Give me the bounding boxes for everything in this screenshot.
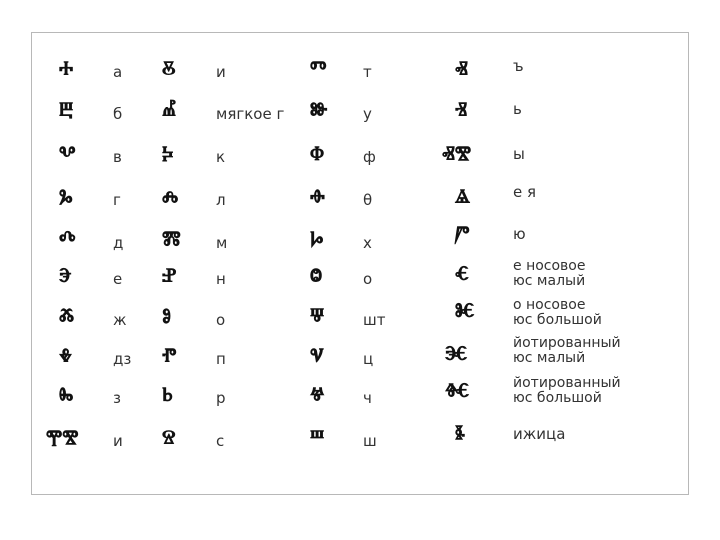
cyrillic-value: х [363, 234, 372, 252]
glagolitic-glyph: ⰴ [59, 226, 76, 256]
cyrillic-value: в [113, 148, 122, 166]
glagolitic-glyph: ⰼ [162, 97, 177, 127]
cyrillic-value: ц [363, 350, 374, 368]
cyrillic-value: ш [363, 432, 377, 450]
cyrillic-value: ъ [513, 57, 524, 75]
cyrillic-value: б [113, 105, 123, 123]
glagolitic-glyph: ⱇ [310, 141, 325, 171]
cyrillic-value: о [216, 311, 226, 329]
glagolitic-glyph: ⰾ [162, 184, 179, 214]
glagolitic-glyph: ⰲ [59, 141, 76, 171]
cyrillic-value: е носовое юс малый [513, 258, 586, 289]
cyrillic-value: йотированный юс большой [513, 375, 621, 406]
cyrillic-value: ю [513, 225, 526, 243]
cyrillic-value: е я [513, 183, 537, 201]
cyrillic-value: з [113, 389, 121, 407]
cyrillic-value: л [216, 191, 226, 209]
cyrillic-value: дз [113, 350, 132, 368]
glagolitic-glyph: ⰻ [162, 56, 176, 86]
glagolitic-glyph: ⱗ [445, 341, 468, 371]
cyrillic-value: шт [363, 311, 386, 329]
glagolitic-glyph: ⱐ [455, 97, 468, 127]
cyrillic-value: и [113, 432, 123, 450]
glagolitic-glyph: ⱙ [445, 378, 470, 408]
cyrillic-value: о носовое юс большой [513, 297, 602, 328]
glagolitic-glyph: ⱓ [455, 221, 470, 251]
glagolitic-glyph: ⱅ [310, 56, 327, 86]
cyrillic-value: н [216, 270, 226, 288]
cyrillic-value: п [216, 350, 226, 368]
glagolitic-glyph: ⱂ [162, 343, 177, 373]
glagolitic-glyph: ⱄ [162, 425, 176, 455]
glagolitic-glyph: ⱈ [310, 226, 324, 256]
cyrillic-value: θ [363, 191, 373, 209]
glagolitic-glyph: ⰽ [162, 141, 174, 171]
cyrillic-value: и [216, 63, 226, 81]
cyrillic-value: ы [513, 145, 525, 163]
cyrillic-value: р [216, 389, 226, 407]
cyrillic-value: ижица [513, 425, 566, 443]
cyrillic-value: т [363, 63, 372, 81]
cyrillic-value: с [216, 432, 225, 450]
glagolitic-glyph: ⱍ [310, 382, 325, 412]
glagolitic-glyph: ⰸ [59, 382, 74, 412]
glagolitic-glyph: ⱘ [455, 298, 475, 328]
glagolitic-glyph: ⱏⰺ [442, 141, 472, 171]
glagolitic-glyph: ⱏ [455, 56, 468, 86]
cyrillic-value: м [216, 234, 228, 252]
glagolitic-glyph: ⰷ [59, 343, 72, 373]
glagolitic-glyph: ⱋ [310, 303, 325, 333]
cyrillic-value: у [363, 105, 372, 123]
glagolitic-glyph: ⱁ [162, 303, 172, 333]
alphabet-table [31, 32, 689, 495]
glagolitic-glyph: ⰵ [59, 263, 72, 293]
glagolitic-glyph: ⱛ [455, 420, 466, 450]
glagolitic-glyph: ⱚ [310, 184, 325, 214]
cyrillic-value: г [113, 191, 121, 209]
glagolitic-glyph: ⱆ [310, 97, 328, 127]
cyrillic-value: ф [363, 148, 376, 166]
glagolitic-glyph: ⰿ [162, 226, 181, 256]
glagolitic-glyph: ⱀ [162, 263, 177, 293]
cyrillic-value: ж [113, 311, 127, 329]
glagolitic-glyph: ⰹⰺ [46, 425, 79, 455]
glagolitic-glyph: ⰶ [59, 303, 75, 333]
glagolitic-glyph: ⱎ [310, 425, 325, 455]
glagolitic-glyph: ⱃ [162, 382, 173, 412]
glagolitic-glyph: ⱑ [455, 184, 470, 214]
cyrillic-value: о [363, 270, 373, 288]
cyrillic-value: мягкое г [216, 105, 285, 123]
cyrillic-value: е [113, 270, 123, 288]
glagolitic-glyph: ⰰ [59, 56, 74, 86]
glagolitic-glyph: ⰳ [59, 184, 73, 214]
cyrillic-value: а [113, 63, 123, 81]
cyrillic-value: ь [513, 100, 522, 118]
cyrillic-value: д [113, 234, 124, 252]
glagolitic-glyph: ⱌ [310, 343, 324, 373]
glagolitic-glyph: ⱔ [455, 261, 469, 291]
glagolitic-glyph: ⰱ [59, 97, 74, 127]
cyrillic-value: йотированный юс малый [513, 335, 621, 366]
cyrillic-value: к [216, 148, 226, 166]
cyrillic-value: ч [363, 389, 372, 407]
glagolitic-glyph: ⱉ [310, 263, 323, 293]
